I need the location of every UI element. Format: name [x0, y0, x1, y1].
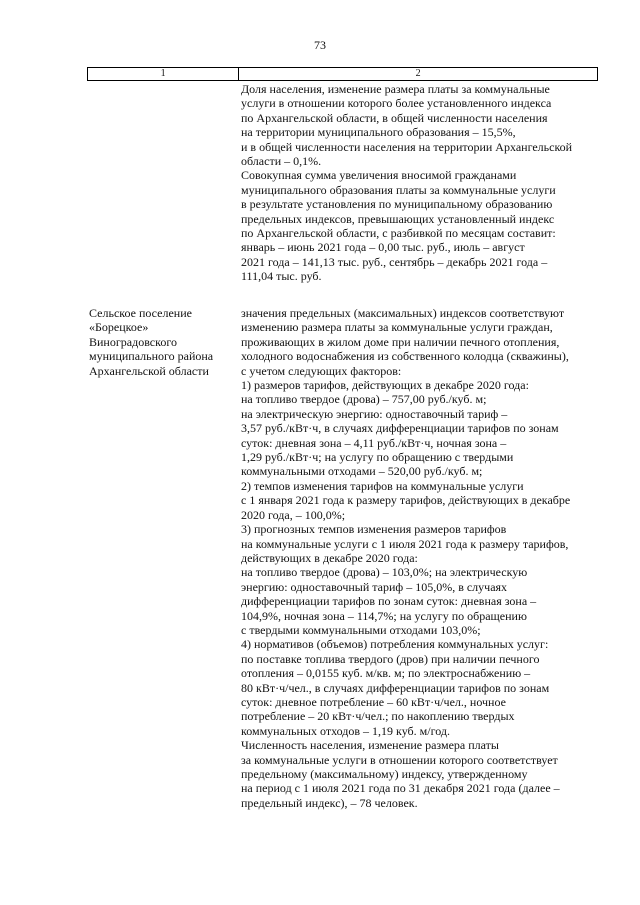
municipality-line: Архангельской области [89, 363, 209, 378]
text-line: Доля населения, изменение размера платы за коммунальные [241, 82, 550, 96]
text-line: 4) нормативов (объемов) потребления коммунальных услуг: [241, 637, 549, 652]
text-line: суток: дневная зона – 4,11 руб./кВт·ч, ночная зона – [241, 435, 507, 450]
text-line: по Архангельской области, с разбивкой по месяцам составит: [241, 226, 556, 241]
text-line: в результате установления по муниципальному образованию [241, 197, 553, 212]
text-line: по Архангельской области, в общей численности населения [241, 110, 548, 125]
text-line: по поставке топлива твердого (дров) при наличии печного [241, 651, 540, 666]
text-line: 2021 года – 141,13 тыс. руб., сентябрь – декабрь 2021 года – [241, 254, 548, 269]
text-line: значения предельных (максимальных) индексов соответствуют [241, 306, 565, 320]
text-line: предельных индексов, превышающих установленный индекс [241, 211, 555, 226]
column-header-table [87, 67, 598, 81]
municipality-line: «Борецкое» [89, 320, 149, 335]
text-line: действующих в декабре 2020 года: [241, 550, 418, 565]
text-line: с твердыми коммунальными отходами 103,0%; [241, 622, 481, 637]
text-line: 3,57 руб./кВт·ч, в случаях дифференциации тарифов по зонам [241, 421, 559, 436]
text-line: с учетом следующих факторов: [241, 363, 402, 378]
text-line: изменению размера платы за коммунальные услуги граждан, [241, 320, 553, 335]
text-line: 2) темпов изменения тарифов на коммунальные услуги [241, 478, 524, 493]
text-line: коммунальными отходами – 520,00 руб./куб. м; [241, 464, 483, 479]
municipality-line: Виноградовского [89, 334, 177, 349]
text-line: на территории муниципального образования – 15,5%, [241, 125, 516, 140]
text-line: 2020 года, – 100,0%; [241, 507, 346, 522]
text-line: 80 кВт·ч/чел., в случаях дифференциации тарифов по зонам [241, 680, 550, 695]
text-line: на электрическую энергию: одноставочный тариф – [241, 406, 508, 421]
index-description-block [241, 306, 601, 810]
text-line: области – 0,1%. [241, 154, 322, 169]
text-line: отопления – 0,0155 куб. м/кв. м; по электроснабжению – [241, 666, 531, 681]
text-line: услуги в отношении которого более установленного индекса [241, 96, 552, 111]
text-line: проживающих в жилом доме при наличии печного отопления, [241, 334, 560, 349]
text-line: коммунальных отходов – 1,19 куб. м/год. [241, 723, 450, 738]
text-line: 3) прогнозных темпов изменения размеров тарифов [241, 522, 507, 537]
text-line: суток: дневное потребление – 60 кВт·ч/чел., ночное [241, 694, 506, 709]
text-line: на топливо твердое (дрова) – 757,00 руб./куб. м; [241, 392, 487, 407]
text-line: предельный индекс), – 78 человек. [241, 795, 418, 810]
text-line: Совокупная сумма увеличения вносимой гражданами [241, 168, 517, 183]
text-line: за коммунальные услуги в отношении которого соответствует [241, 752, 558, 767]
text-line: январь – июнь 2021 года – 0,00 тыс. руб., июль – август [241, 240, 525, 255]
text-line: на топливо твердое (дрова) – 103,0%; на электрическую [241, 565, 528, 580]
text-line: Численность населения, изменение размера платы [241, 738, 499, 753]
municipality-name [89, 306, 234, 378]
text-line: 111,04 тыс. руб. [241, 269, 322, 284]
text-line: и в общей численности населения на территории Архангельской [241, 139, 573, 154]
text-line: 1,29 руб./кВт·ч; на услугу по обращению с твердыми [241, 450, 514, 465]
text-line: 1) размеров тарифов, действующих в декабре 2020 года: [241, 378, 529, 393]
continuation-text-block [241, 82, 601, 284]
text-line: на период с 1 июля 2021 года по 31 декабря 2021 года (далее – [241, 781, 560, 796]
text-line: энергию: одноставочный тариф – 105,0%, в случаях [241, 579, 508, 594]
municipality-line: Сельское поселение [89, 306, 192, 320]
municipality-line: муниципального района [89, 349, 214, 364]
text-line: на коммунальные услуги с 1 июля 2021 года к размеру тарифов, [241, 536, 569, 551]
column-header-2: 2 [239, 68, 598, 81]
text-line: 104,9%, ночная зона – 114,7%; на услугу по обращению [241, 608, 527, 623]
text-line: холодного водоснабжения из собственного колодца (скважины), [241, 349, 569, 364]
text-line: муниципального образования платы за коммунальные услуги [241, 182, 556, 197]
column-header-1: 1 [88, 68, 239, 81]
text-line: с 1 января 2021 года к размеру тарифов, действующих в декабре [241, 493, 571, 508]
text-line: предельному (максимальному) индексу, утвержденному [241, 767, 528, 781]
text-line: дифференциации тарифов по зонам суток: дневная зона – [241, 594, 537, 609]
text-line: потребление – 20 кВт·ч/чел.; по накоплению твердых [241, 709, 515, 724]
page-number: 73 [314, 38, 326, 52]
